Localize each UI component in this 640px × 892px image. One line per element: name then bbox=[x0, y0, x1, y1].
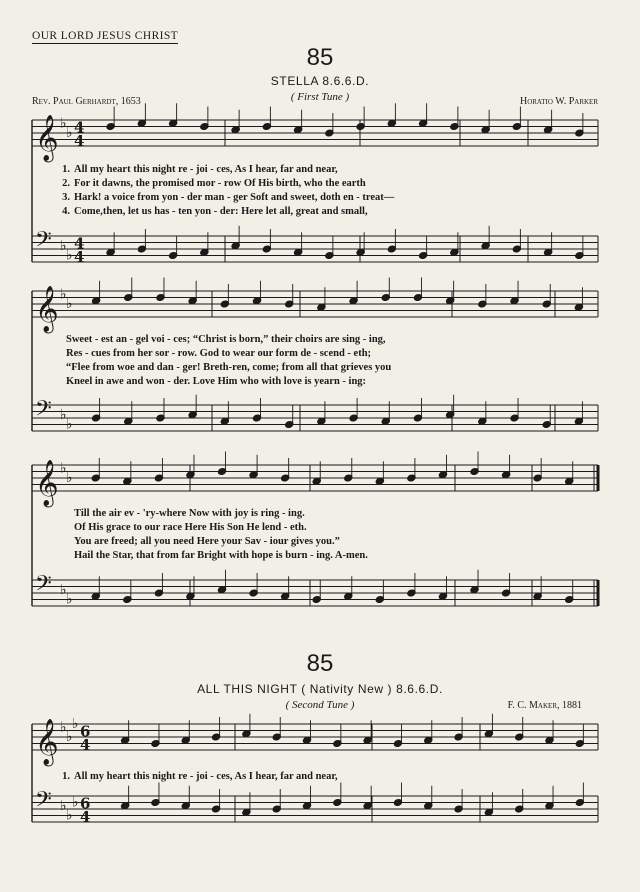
treble-clef-icon: 𝄞 bbox=[35, 719, 59, 765]
time-signature: 6 bbox=[80, 794, 91, 813]
flat-sign-icon: ♭ bbox=[60, 719, 67, 736]
lyric-line: Sweet - est an - gel voi - ces; “Christ is born,” their choirs are sing - ing, bbox=[66, 334, 386, 345]
author-credit: Rev. Paul Gerhardt, 1653 bbox=[32, 96, 141, 107]
flat-sign-icon: ♭ bbox=[66, 416, 73, 433]
treble-clef-icon: 𝄞 bbox=[35, 115, 59, 161]
lyric-line: 2. For it dawns, the promised mor - row Of His birth, who the earth bbox=[62, 178, 366, 189]
hymn-number: 85 bbox=[306, 44, 334, 71]
lyric-line: Of His grace to our race Here His Son He lend - eth. bbox=[74, 522, 307, 533]
treble-clef-icon: 𝄞 bbox=[35, 460, 59, 506]
composer-credit: F. C. Maker, 1881 bbox=[507, 700, 582, 711]
time-signature: 4 bbox=[74, 118, 85, 137]
tune-name: ALL THIS NIGHT ( Nativity New ) 8.6.6.D. bbox=[197, 682, 443, 696]
lyric-line: 4. Come,then, let us has - ten yon - der: Here let all, great and small, bbox=[62, 206, 368, 217]
flat-sign-icon: ♭ bbox=[72, 716, 79, 732]
lyric-line: 1. All my heart this night re - joi - ces, As I hear, far and near, bbox=[62, 164, 338, 175]
flat-sign-icon: ♭ bbox=[60, 115, 67, 132]
lyric-line: “Flee from woe and dan - ger! Breth-ren, come; from all that grieves you bbox=[66, 362, 392, 373]
time-signature: 4 bbox=[74, 234, 85, 253]
lyric-line: 1. All my heart this night re - joi - ces, As I hear, far and near, bbox=[62, 771, 338, 782]
flat-sign-icon: ♭ bbox=[60, 581, 67, 598]
composer-credit: Horatio W. Parker bbox=[519, 96, 598, 107]
flat-sign-icon: ♭ bbox=[66, 247, 73, 264]
lyric-line: 3. Hark! a voice from yon - der man - ger Soft and sweet, doth en - treat— bbox=[62, 192, 395, 203]
tune-subtitle: ( Second Tune ) bbox=[285, 699, 355, 711]
lyric-line: Res - cues from her sor - row. God to wear our form de - scend - eth; bbox=[66, 348, 372, 359]
bass-clef-icon: 𝄢 bbox=[35, 787, 52, 818]
flat-sign-icon: ♭ bbox=[60, 237, 67, 254]
flat-sign-icon: ♭ bbox=[60, 797, 67, 814]
flat-sign-icon: ♭ bbox=[60, 406, 67, 423]
flat-sign-icon: ♭ bbox=[66, 125, 73, 141]
treble-clef-icon: 𝄞 bbox=[35, 286, 59, 332]
time-signature: 4 bbox=[74, 131, 85, 150]
section-heading: OUR LORD JESUS CHRIST bbox=[32, 30, 179, 42]
flat-sign-icon: ♭ bbox=[66, 807, 73, 824]
lyric-line: Kneel in awe and won - der. Love Him who with love is yearn - ing: bbox=[66, 376, 367, 387]
lyric-line: You are freed; all you need Here your Sav - iour gives you.” bbox=[74, 536, 340, 547]
time-signature: 4 bbox=[80, 807, 91, 826]
lyric-line: Till the air ev - 'ry-where Now with joy is ring - ing. bbox=[74, 508, 305, 519]
tune-name: STELLA 8.6.6.D. bbox=[270, 74, 370, 88]
flat-sign-icon: ♭ bbox=[66, 591, 73, 608]
flat-sign-icon: ♭ bbox=[60, 286, 67, 303]
time-signature: 6 bbox=[80, 722, 91, 741]
lyric-line: Hail the Star, that from far Bright with hope is burn - ing. A-men. bbox=[74, 550, 368, 561]
bass-clef-icon: 𝄢 bbox=[35, 571, 52, 602]
tune-subtitle: ( First Tune ) bbox=[290, 91, 350, 103]
time-signature: 4 bbox=[74, 247, 85, 266]
flat-sign-icon: ♭ bbox=[60, 460, 67, 477]
hymn-number: 85 bbox=[306, 650, 334, 677]
bass-clef-icon: 𝄢 bbox=[35, 396, 52, 427]
time-signature: 4 bbox=[80, 735, 91, 754]
flat-sign-icon: ♭ bbox=[66, 470, 73, 486]
flat-sign-icon: ♭ bbox=[72, 794, 79, 811]
bass-clef-icon: 𝄢 bbox=[35, 227, 52, 258]
flat-sign-icon: ♭ bbox=[66, 729, 73, 745]
flat-sign-icon: ♭ bbox=[66, 296, 73, 312]
